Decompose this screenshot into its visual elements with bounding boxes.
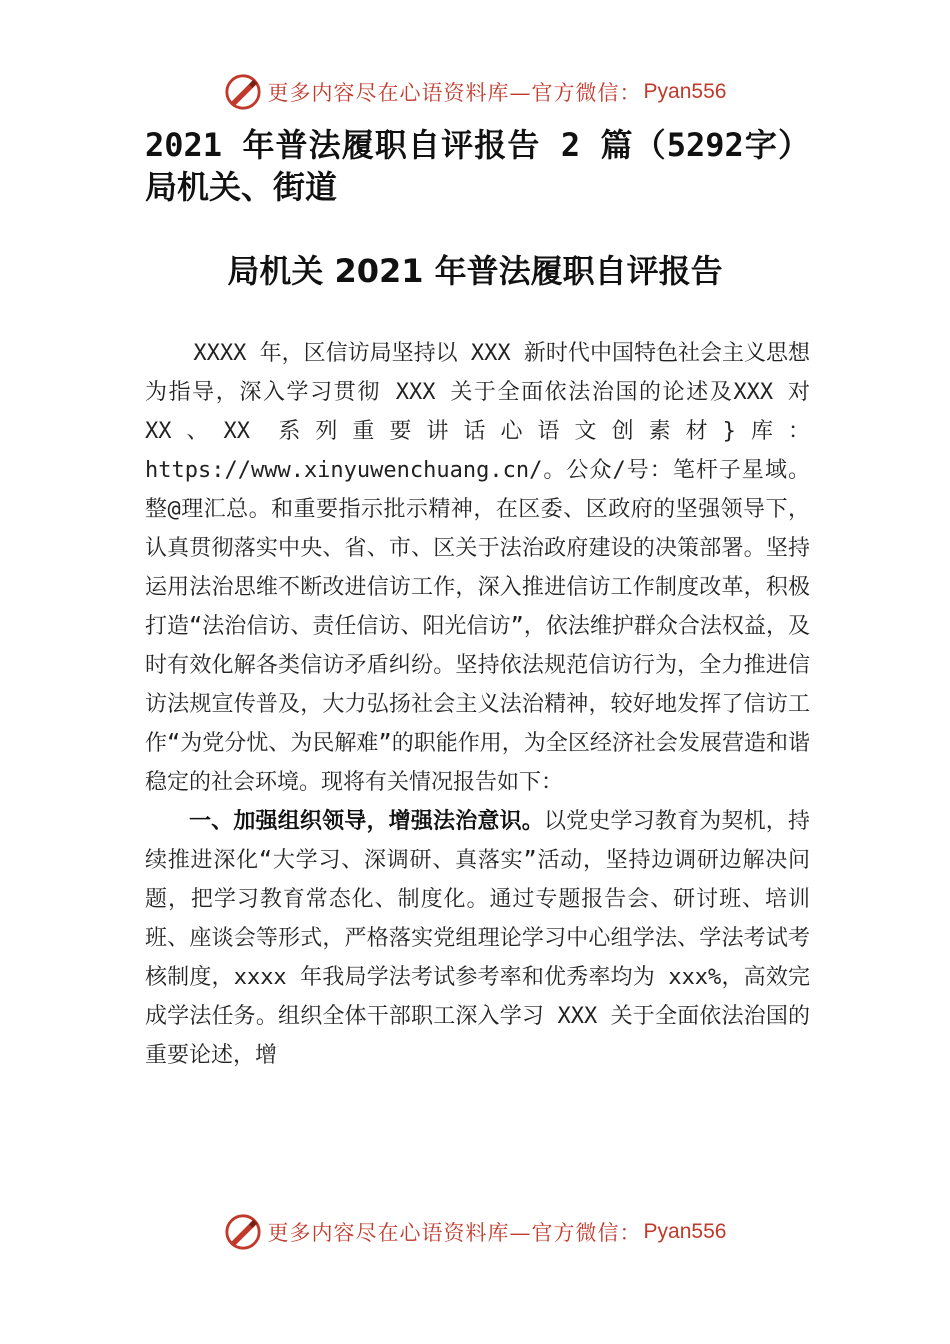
pen-logo-icon [224,73,262,111]
paragraph-lead-heading: 一、加强组织领导，增强法治意识。 [189,809,544,834]
watermark-wechat-id: Pyan556 [643,1220,727,1243]
watermark-text: 更多内容尽在心语资料库—官方微信： [267,81,642,105]
watermark-banner-bottom [0,1210,950,1254]
watermark-banner-top [0,70,950,114]
paragraph-intro: XXXX 年，区信访局坚持以 XXX 新时代中国特色社会主义思想为指导，深入学习贯彻 XXX 关于全面依法治国的论述及XXX 对 XX、XX 系列重要讲话心语文创素材}库：https://www.xinyuwenchuang.cn/。公众/号：笔杆子星域。整@理汇总。和重要指示批示精神，在区委、区政府的坚强领导下，认真贯彻落实中央、省、市、区关于法治政府建设的决策部署。坚持运用法治思维不断改进信访工作，深入推进信访工作制度改革，积极打造“法治信访、责任信访、阳光信访”，依法维护群众合法权益，及时有效化解各类信访矛盾纠纷。坚持依法规范信访行为，全力推进信访法规宣传普及，大力弘扬社会主义法治精神，较好地发挥了信访工作“为党分忧、为民解难”的职能作用，为全区经济社会发展营造和谐稳定的社会环境。现将有关情况报告如下： [145,341,810,795]
paragraph-section-one [145,802,810,1075]
pen-logo-icon [224,1213,262,1251]
watermark-wechat-id: Pyan556 [643,80,727,103]
document-title: 2021 年普法履职自评报告 2 篇（5292字） 局机关、街道 [145,126,810,206]
section-title: 局机关 2021 年普法履职自评报告 [227,252,723,290]
document-body [145,334,810,1075]
watermark-text: 更多内容尽在心语资料库—官方微信： [267,1221,642,1245]
paragraph-section-one-text: 以党史学习教育为契机，持续推进深化“大学习、深调研、真落实”活动，坚持边调研边解决问题，把学习教育常态化、制度化。通过专题报告会、研讨班、培训班、座谈会等形式，严格落实党组理论学习中心组学法、学法考试考核制度，xxxx 年我局学法考试参考率和优秀率均为 xxx%，高效完成学法任务。组织全体干部职工深入学习 XXX 关于全面依法治国的重要论述，增 [145,809,810,1068]
